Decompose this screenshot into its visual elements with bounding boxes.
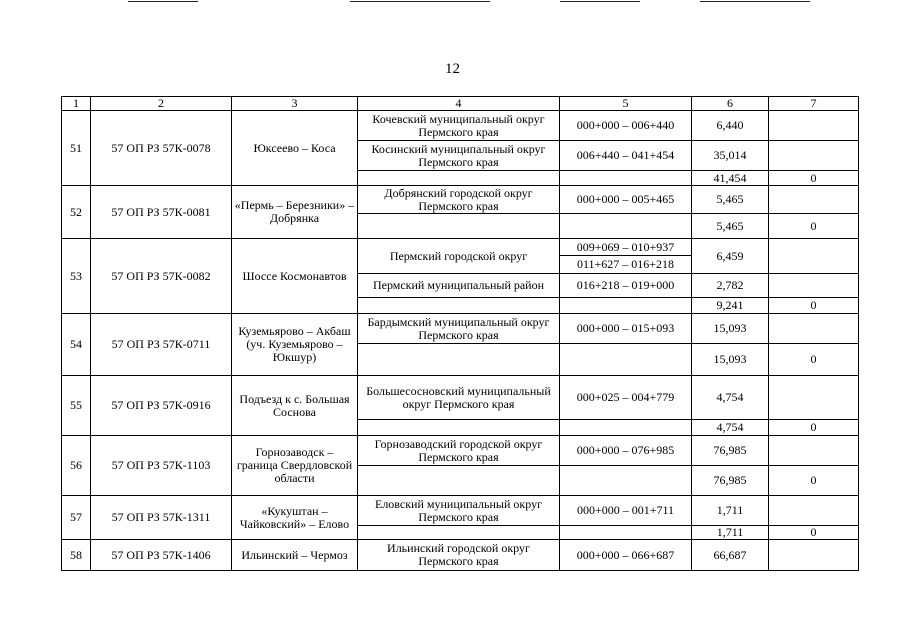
page-number: 12 [445, 61, 460, 77]
header-cell: 3 [232, 97, 358, 111]
district-cell: Добрянский городской округ Пермского края [358, 186, 560, 214]
col7-cell [769, 540, 859, 571]
empty-cell [358, 420, 560, 436]
km-range-cell: 016+218 – 019+000 [560, 274, 692, 298]
empty-cell [358, 298, 560, 314]
table-row [62, 239, 859, 256]
km-range-cell: 000+025 – 004+779 [560, 376, 692, 420]
table-row [62, 186, 859, 214]
road-name: «Пермь – Березники» – Добрянка [232, 186, 358, 239]
table-header-row [62, 97, 859, 111]
road-code: 57 ОП РЗ 57К-0916 [91, 376, 232, 436]
district-cell: Пермский городской округ [358, 239, 560, 274]
km-range-cell: 006+440 – 041+454 [560, 141, 692, 171]
header-cell: 1 [62, 97, 91, 111]
table-row [62, 314, 859, 344]
entry-number: 51 [62, 111, 91, 186]
road-name: «Кукуштан – Чайковский» – Елово [232, 496, 358, 540]
col7-value: 0 [769, 298, 859, 314]
entry-number: 53 [62, 239, 91, 314]
col7-cell [769, 274, 859, 298]
col7-cell [769, 111, 859, 141]
road-name: Подъезд к с. Большая Соснова [232, 376, 358, 436]
empty-cell [560, 466, 692, 496]
total-length: 9,241 [692, 298, 769, 314]
col7-value: 0 [769, 526, 859, 540]
empty-cell [560, 298, 692, 314]
length-cell: 4,754 [692, 376, 769, 420]
empty-cell [560, 420, 692, 436]
road-name: Шоссе Космонавтов [232, 239, 358, 314]
col7-value: 0 [769, 466, 859, 496]
table-row [62, 111, 859, 141]
entry-number: 54 [62, 314, 91, 376]
district-cell: Большесосновский муниципальный округ Пермского края [358, 376, 560, 420]
col7-cell [769, 186, 859, 214]
road-name: Горнозаводск – граница Свердловской области [232, 436, 358, 496]
road-code: 57 ОП РЗ 57К-1311 [91, 496, 232, 540]
header-cell: 6 [692, 97, 769, 111]
empty-cell [358, 466, 560, 496]
length-cell: 6,440 [692, 111, 769, 141]
empty-cell [560, 171, 692, 186]
empty-cell [358, 171, 560, 186]
km-range-cell: 011+627 – 016+218 [560, 256, 692, 274]
km-range-cell: 000+000 – 015+093 [560, 314, 692, 344]
km-range-cell: 009+069 – 010+937 [560, 239, 692, 256]
col7-cell [769, 496, 859, 526]
length-cell: 35,014 [692, 141, 769, 171]
road-code: 57 ОП РЗ 57К-1103 [91, 436, 232, 496]
district-cell: Ильинский городской округ Пермского края [358, 540, 560, 571]
table-row [62, 496, 859, 526]
empty-cell [358, 214, 560, 239]
entry-number: 52 [62, 186, 91, 239]
total-length: 5,465 [692, 214, 769, 239]
length-cell: 6,459 [692, 239, 769, 274]
scan-edge-marks [0, 0, 905, 6]
col7-cell [769, 141, 859, 171]
empty-cell [560, 214, 692, 239]
header-cell: 5 [560, 97, 692, 111]
length-cell: 66,687 [692, 540, 769, 571]
km-range-cell: 000+000 – 066+687 [560, 540, 692, 571]
district-cell: Еловский муниципальный округ Пермского края [358, 496, 560, 526]
road-code: 57 ОП РЗ 57К-0078 [91, 111, 232, 186]
header-cell: 4 [358, 97, 560, 111]
roads-table [61, 96, 859, 571]
col7-cell [769, 436, 859, 466]
col7-value: 0 [769, 344, 859, 376]
col7-cell [769, 376, 859, 420]
entry-number: 55 [62, 376, 91, 436]
length-cell: 76,985 [692, 436, 769, 466]
length-cell: 1,711 [692, 496, 769, 526]
col7-value: 0 [769, 214, 859, 239]
col7-cell [769, 314, 859, 344]
total-length: 15,093 [692, 344, 769, 376]
entry-number: 56 [62, 436, 91, 496]
km-range-cell: 000+000 – 006+440 [560, 111, 692, 141]
table-row [62, 436, 859, 466]
total-length: 41,454 [692, 171, 769, 186]
km-range-cell: 000+000 – 076+985 [560, 436, 692, 466]
km-range-cell: 000+000 – 005+465 [560, 186, 692, 214]
empty-cell [560, 526, 692, 540]
header-cell: 7 [769, 97, 859, 111]
table-row [62, 540, 859, 571]
length-cell: 5,465 [692, 186, 769, 214]
table-row [62, 376, 859, 420]
length-cell: 15,093 [692, 314, 769, 344]
road-name: Ильинский – Чермоз [232, 540, 358, 571]
road-name: Куземьярово – Акбаш (уч. Куземьярово – Юкшур) [232, 314, 358, 376]
empty-cell [358, 526, 560, 540]
district-cell: Кочевский муниципальный округ Пермского края [358, 111, 560, 141]
road-code: 57 ОП РЗ 57К-1406 [91, 540, 232, 571]
km-range-cell: 000+000 – 001+711 [560, 496, 692, 526]
district-cell: Косинский муниципальный округ Пермского края [358, 141, 560, 171]
length-cell: 2,782 [692, 274, 769, 298]
road-code: 57 ОП РЗ 57К-0711 [91, 314, 232, 376]
road-name: Юксеево – Коса [232, 111, 358, 186]
district-cell: Бардымский муниципальный округ Пермского края [358, 314, 560, 344]
col7-value: 0 [769, 171, 859, 186]
col7-value: 0 [769, 420, 859, 436]
empty-cell [560, 344, 692, 376]
total-length: 76,985 [692, 466, 769, 496]
total-length: 1,711 [692, 526, 769, 540]
entry-number: 58 [62, 540, 91, 571]
road-code: 57 ОП РЗ 57К-0081 [91, 186, 232, 239]
district-cell: Пермский муниципальный район [358, 274, 560, 298]
col7-cell [769, 239, 859, 274]
empty-cell [358, 344, 560, 376]
entry-number: 57 [62, 496, 91, 540]
road-code: 57 ОП РЗ 57К-0082 [91, 239, 232, 314]
total-length: 4,754 [692, 420, 769, 436]
district-cell: Горнозаводский городской округ Пермского края [358, 436, 560, 466]
header-cell: 2 [91, 97, 232, 111]
